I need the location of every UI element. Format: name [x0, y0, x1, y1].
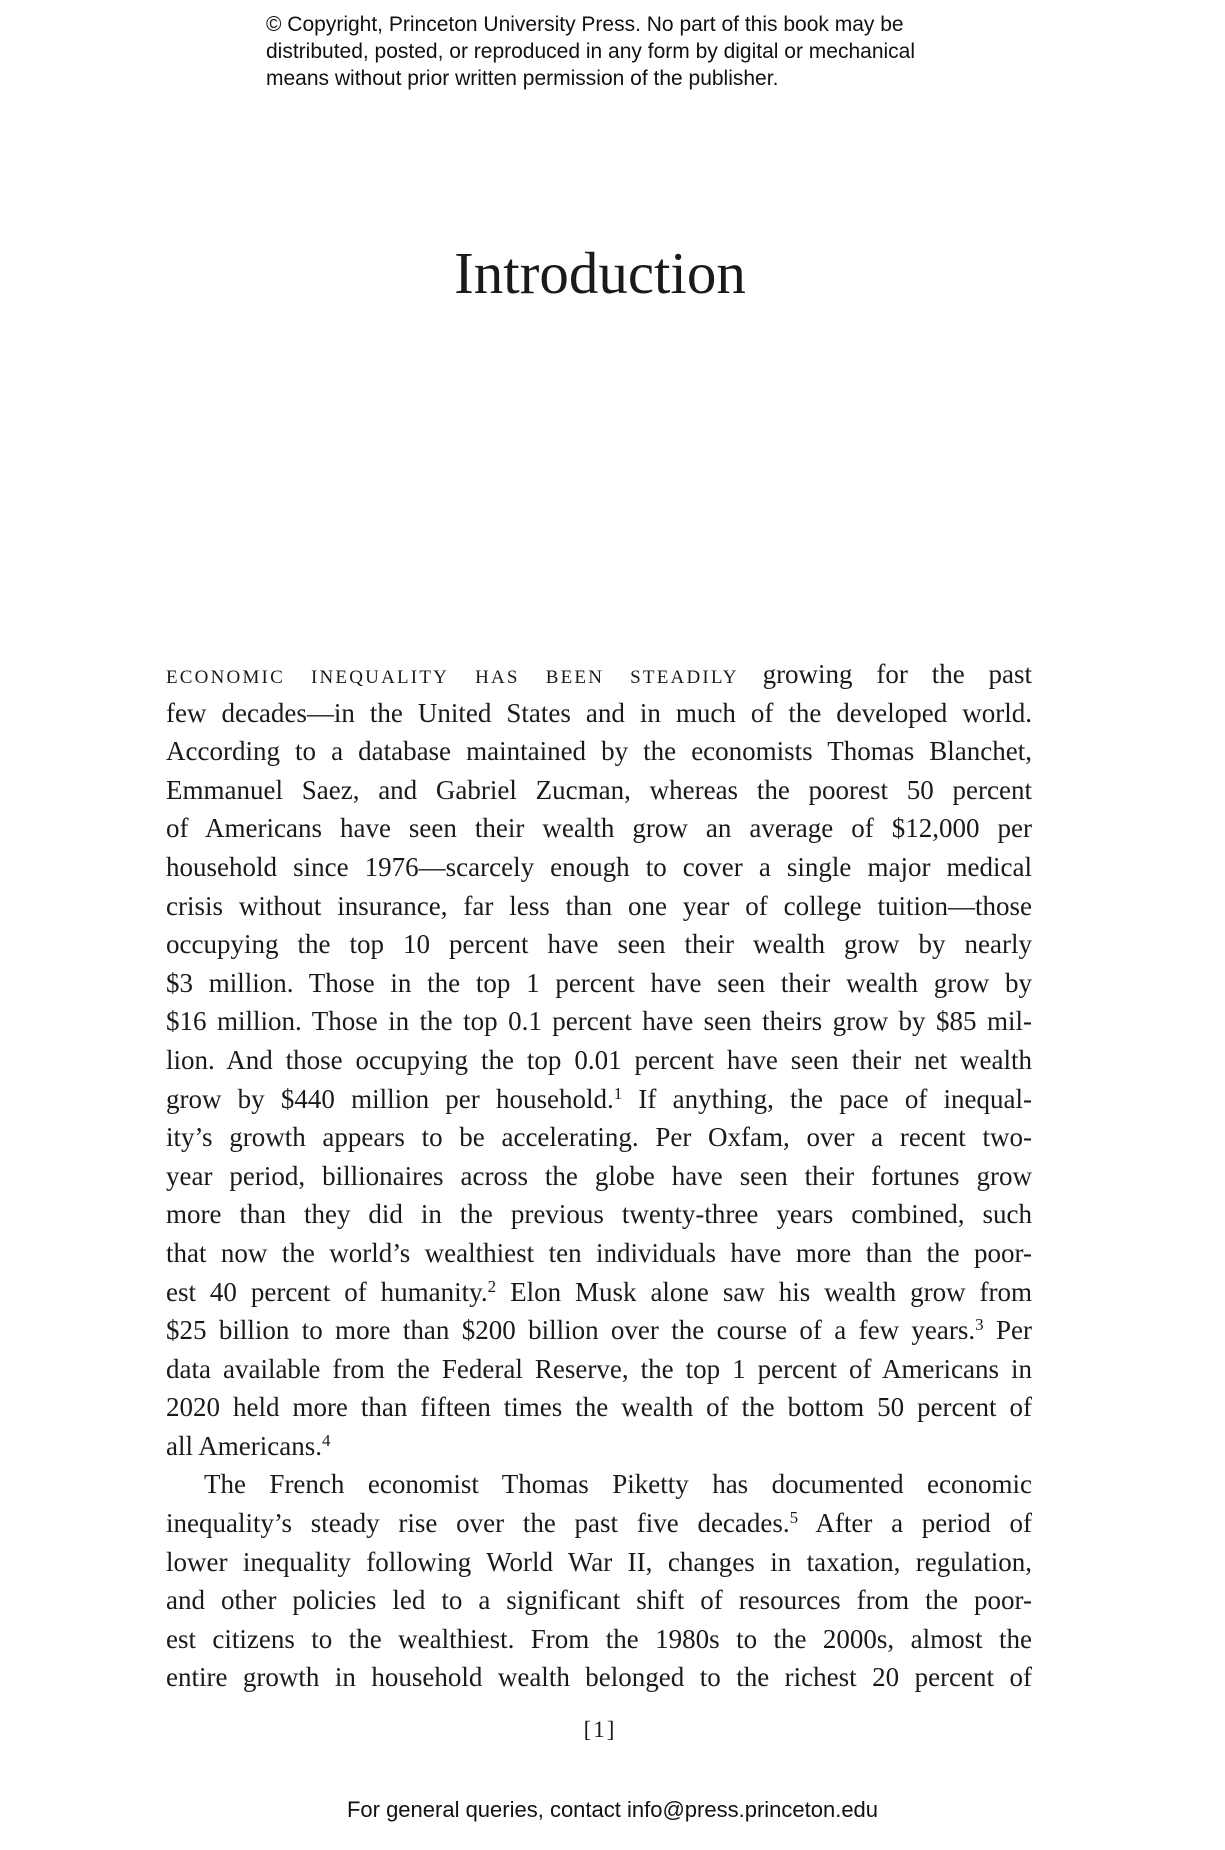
text-line: that now the world’s wealthiest ten individuals have more than the poor- [166, 1237, 1032, 1268]
text-line: year period, billionaires across the globe have seen their fortunes grow [166, 1160, 1032, 1191]
text-line: of Americans have seen their wealth grow an average of $12,000 per [166, 813, 1032, 844]
body-text [166, 655, 1032, 1697]
footnote-marker[interactable]: 5 [789, 1508, 799, 1528]
text-line: occupying the top 10 percent have seen their wealth grow by nearly [166, 929, 1032, 960]
text-line: household since 1976—scarcely enough to cover a single major medical [166, 851, 1032, 882]
copyright-line: distributed, posted, or reproduced in any form by digital or mechanical [266, 40, 916, 63]
chapter-title: Introduction [454, 240, 746, 306]
footnote-marker[interactable]: 2 [487, 1276, 497, 1296]
text-line: est citizens to the wealthiest. From the 1980s to the 2000s, almost the [166, 1623, 1032, 1654]
text-line: lower inequality following World War II, changes in taxation, regulation, [166, 1546, 1032, 1577]
text-line: Emmanuel Saez, and Gabriel Zucman, whereas the poorest 50 percent [166, 774, 1032, 805]
text-run: Elon Musk alone saw his wealth grow from [496, 1276, 1032, 1307]
text-line: entire growth in household wealth belonged to the richest 20 percent of [166, 1662, 1032, 1693]
text-line: data available from the Federal Reserve, the top 1 percent of Americans in [166, 1353, 1032, 1384]
text-line [166, 1273, 1032, 1312]
text-line [166, 1311, 1032, 1350]
text-line: $16 million. Those in the top 0.1 percent have seen theirs grow by $85 mil- [166, 1006, 1032, 1037]
text-run: After a period of [798, 1508, 1032, 1539]
text-line: The French economist Thomas Piketty has documented economic [204, 1469, 1032, 1500]
text-run: inequality’s steady rise over the past five decades. [166, 1508, 790, 1539]
text-run: est 40 percent of humanity. [166, 1276, 488, 1307]
page-number: [1] [583, 1717, 617, 1742]
text-line: lion. And those occupying the top 0.01 percent have seen their net wealth [166, 1044, 1032, 1075]
copyright-notice [266, 11, 1026, 92]
text-line: crisis without insurance, far less than one year of college tuition—those [166, 890, 1032, 921]
text-run: growing for the past [738, 659, 1033, 689]
text-run: $25 billion to more than $200 billion over the course of a few years. [166, 1315, 976, 1346]
footer-contact: For general queries, contact info@press.princeton.edu [346, 1797, 879, 1822]
text-line: ity’s growth appears to be accelerating. Per Oxfam, over a recent two- [166, 1122, 1032, 1153]
text-line: According to a database maintained by the economists Thomas Blanchet, [166, 736, 1032, 767]
text-line [166, 655, 1032, 694]
text-run: grow by $440 million per household. [166, 1083, 614, 1114]
text-run: all Americans. [166, 1430, 322, 1461]
text-line: and other policies led to a significant shift of resources from the poor- [166, 1585, 1032, 1616]
lead-in-smallcaps: economic inequality has been steadily [166, 659, 739, 689]
text-line [166, 1080, 1032, 1119]
footnote-marker[interactable]: 3 [975, 1315, 984, 1335]
text-line: 2020 held more than fifteen times the wealth of the bottom 50 percent of [166, 1392, 1032, 1423]
copyright-line: means without prior written permission of the publisher. [266, 67, 779, 90]
text-line: $3 million. Those in the top 1 percent have seen their wealth grow by [166, 967, 1032, 998]
footnote-marker[interactable]: 1 [613, 1083, 623, 1103]
text-line: more than they did in the previous twenty-three years combined, such [166, 1199, 1032, 1230]
footnote-marker[interactable]: 4 [321, 1430, 331, 1450]
text-run: Per [983, 1315, 1032, 1346]
text-line [166, 1427, 1032, 1466]
copyright-line: © Copyright, Princeton University Press. No part of this book may be [266, 13, 904, 36]
text-line: few decades—in the United States and in much of the developed world. [166, 697, 1032, 728]
text-line [166, 1504, 1032, 1543]
text-run: If anything, the pace of inequal- [622, 1083, 1032, 1114]
